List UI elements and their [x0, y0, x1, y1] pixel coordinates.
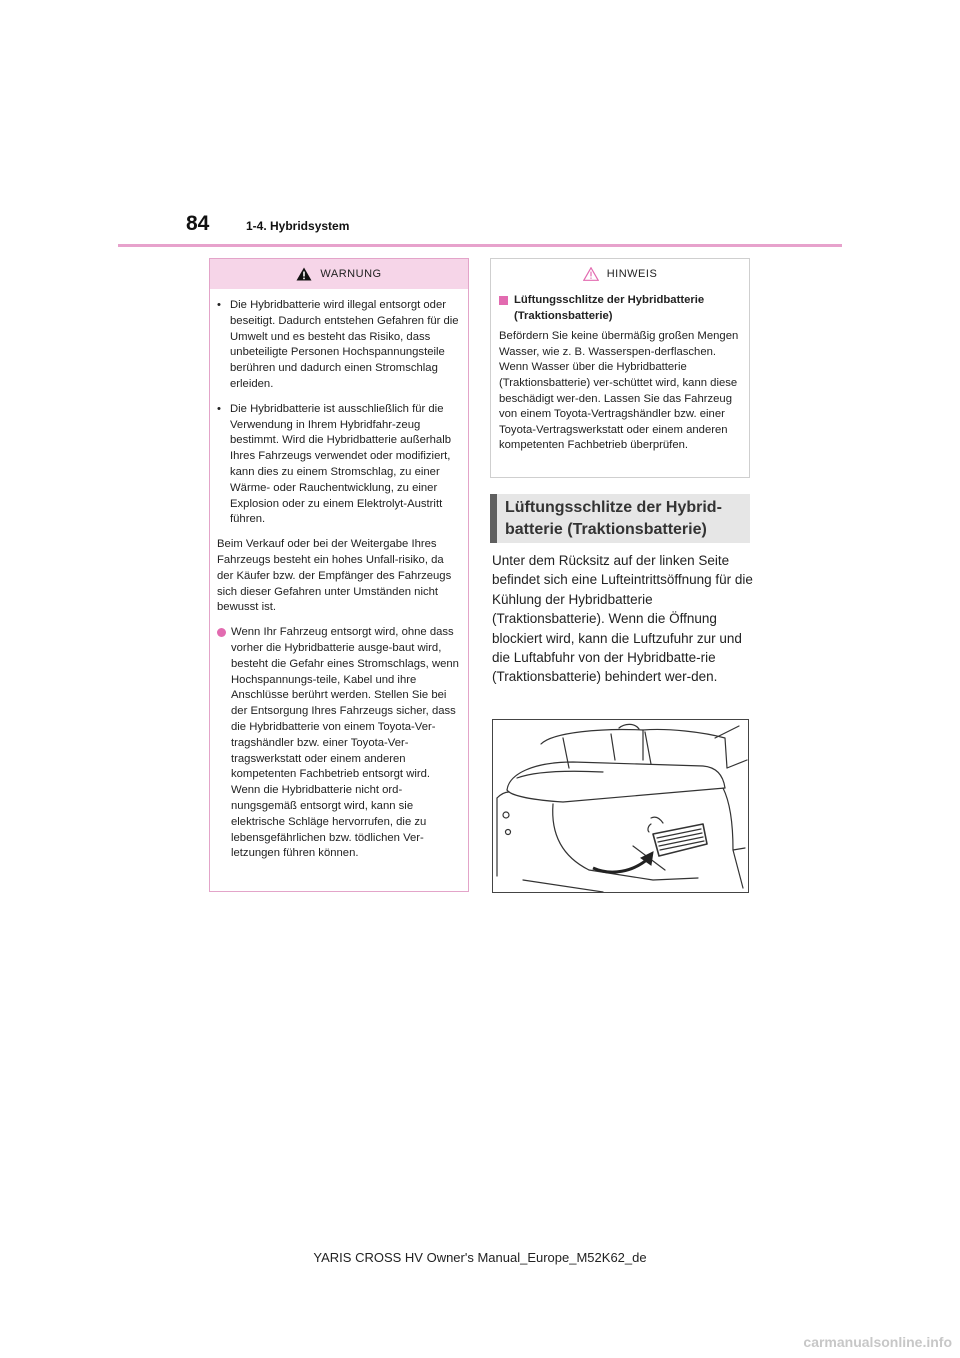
header-rule [118, 244, 842, 247]
note-title: HINWEIS [606, 268, 658, 280]
footer: YARIS CROSS HV Owner's Manual_Europe_M52K62_de [313, 1250, 647, 1265]
warning-header [210, 259, 468, 289]
note-subheading [499, 293, 741, 324]
warning-bullet [217, 402, 460, 528]
warning-circle-text: Wenn Ihr Fahrzeug entsorgt wird, ohne dass vorher die Hybridbatterie ausge-baut wird, besteht die Gefahr eines Stromschlags, wenn Hochspannungs-teile, Kabel und ihre Anschlüsse berührt werden. Stellen Sie bei der Entsorgung Ihres Fahrzeugs sicher, dass die Hybridbatterie von einem Toyota-Ver-tragshändler bzw. einer Toyota-Ver-tragswerkstatt oder einem anderen kompetenten Fachbetrieb entsorgt wird. Wenn die Hybridbatterie nicht ord-nungsgemäß entsorgt wird, kann sie elektrische Schläge hervorrufen, die zu lebensgefährlichen bzw. tödlichen Ver-letzungen führen können. [231, 626, 459, 860]
bullet-marker: • [217, 402, 221, 415]
notice-triangle-icon [583, 267, 599, 281]
section-title: 1-4. Hybridsystem [246, 219, 350, 233]
warning-box [209, 258, 469, 892]
pink-circle-icon [217, 628, 226, 637]
warning-body [210, 289, 468, 862]
bullet-marker: • [217, 299, 221, 311]
warning-bullet-text: Die Hybridbatterie ist ausschließlich für die Verwendung in Ihrem Hybridfahr-zeug bestimmt. Wird die Hybridbatterie außerhalb Ihres Fahrzeugs verwendet oder modifiziert, kann dies zu einem Stromschlag, zu einer Wärme- oder Rauchentwicklung, zu einer Explosion oder zu einem Elektrolyt-Austritt führen. [230, 402, 452, 526]
watermark: carmanualsonline.info [803, 1334, 952, 1350]
note-subheading-text: Lüftungsschlitze der Hybridbatterie (Traktionsbatterie) [514, 294, 705, 322]
warning-bullet-text: Die Hybridbatterie wird illegal entsorgt oder beseitigt. Dadurch entstehen Gefahren für die Umwelt und es besteht das Risiko, dass unbeteiligte Personen Hochspannungsteile berühren und dadurch einen Stromschlag erleiden. [230, 299, 459, 390]
note-text: Befördern Sie keine übermäßig großen Mengen Wasser, wie z. B. Wasserspen-derflaschen. Wenn Wasser über die Hybridbatterie (Traktionsbatterie) ver-schüttet wird, kann diese beschädigt wer-den. Lassen Sie das Fahrzeug von einem Toyota-Vertragshändler bzw. einer Toyota-Vertragswerkstatt oder einem anderen kompetenten Fachbetrieb überprüfen. [499, 330, 739, 452]
warning-triangle-icon [296, 267, 312, 281]
note-body [491, 289, 749, 454]
warning-bullet [217, 298, 460, 393]
pink-square-icon [499, 296, 508, 305]
warning-title: WARNUNG [320, 268, 382, 280]
warning-paragraph: Beim Verkauf oder bei der Weitergabe Ihres Fahrzeugs besteht ein hohes Unfall-risiko, da der Käufer bzw. der Empfänger des Fahrzeugs sich dieser Gefahren unter Umständen nicht bewusst ist. [217, 538, 452, 614]
rear-seat-illustration [492, 719, 749, 893]
rear-seat-vent-drawing [493, 720, 748, 892]
body-text: Unter dem Rücksitz auf der linken Seite befindet sich eine Lufteintrittsöffnung für die Kühlung der Hybridbatterie (Traktionsbatterie). Wenn die Öffnung blockiert wird, kann die Luftzufuhr zur und die Luftabfuhr von der Hybridbatte-rie (Traktionsbatterie) behindert wer-den. [492, 553, 753, 685]
note-header [491, 259, 749, 289]
note-box [490, 258, 750, 478]
page-number: 84 [186, 212, 210, 235]
warning-circle-item [217, 625, 460, 862]
section-heading: Lüftungsschlitze der Hybrid-batterie (Traktionsbatterie) [490, 494, 750, 543]
